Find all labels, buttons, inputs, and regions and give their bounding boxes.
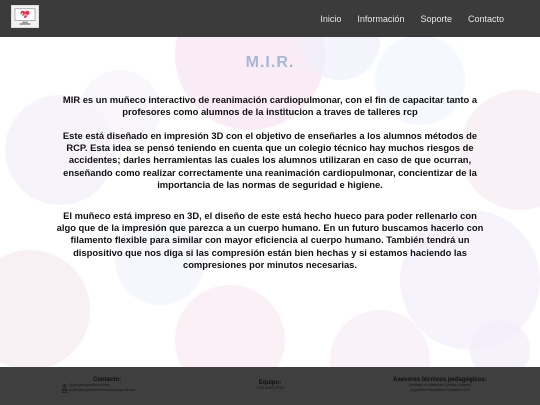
email-address: proteccionproyectosescolar@gmail.com [69,388,137,392]
footer-contact-title: Contacto: [93,377,121,383]
footer-advisors-title: Asesores técnicos pedagógicos: [393,377,487,383]
navbar [0,0,540,37]
nav-link-inicio[interactable]: Inicio [320,13,342,24]
footer-contact [62,377,152,393]
footer-team [240,380,300,391]
footer-team-title: Equipo: [258,380,282,386]
nav-links [320,0,504,37]
advisor-1: Analista en sistemas Cristian Arsenio [408,383,472,387]
nav-link-informacion[interactable]: Información [357,13,405,24]
print-paragraph: El muñeco está impreso en 3D, el diseño de este está hecho hueco para poder rellenarlo con algo que de la impresión que parezca a un cuerpo humano. En un futuro buscamos hacerlo con filamento flexible para similar con mayor eficiencia al cuerpo humano. También tendrá un dispositivo que nos diga si las compresión están bien hechas y si estamos haciendo las compresiones por minutos necesarias. [56,210,484,270]
main-content [0,37,540,367]
email-link[interactable] [62,388,152,393]
team-name: LOS MASTERS [256,386,284,390]
advisor-2: Ingeniero Informático Graciela Cisil [410,388,470,392]
design-paragraph: Este está diseñado en impresión 3D con el objetivo de enseñarles a los alumnos métodos de RCP. Esta idea se pensó teniendo en cuenta que un colegio técnico hay muchos riesgos de accidentes; darles herramientas las cuales los alumnos utilizaran en caso de que ocurran, enseñando como realizar correctamente una reanimación cardiopulmonar, concientizar de la importancia de las normas de seguridad e higiene. [62,130,478,190]
footer-advisors [385,377,495,393]
email-icon [62,389,67,393]
heart-monitor-logo-icon[interactable] [11,5,39,28]
footer [0,367,540,405]
instagram-icon [62,384,67,388]
page-title: M.I.R. [245,54,295,71]
instagram-handle: @proyectoprotecciontec [69,383,111,387]
intro-paragraph: MIR es un muñeco interactivo de reanimación cardiopulmonar, con el fin de capacitar tanto a profesores como alumnos de la institucion a traves de talleres rcp [62,94,478,118]
nav-link-contacto[interactable]: Contacto [467,13,504,24]
nav-link-soporte[interactable]: Soporte [420,13,452,24]
